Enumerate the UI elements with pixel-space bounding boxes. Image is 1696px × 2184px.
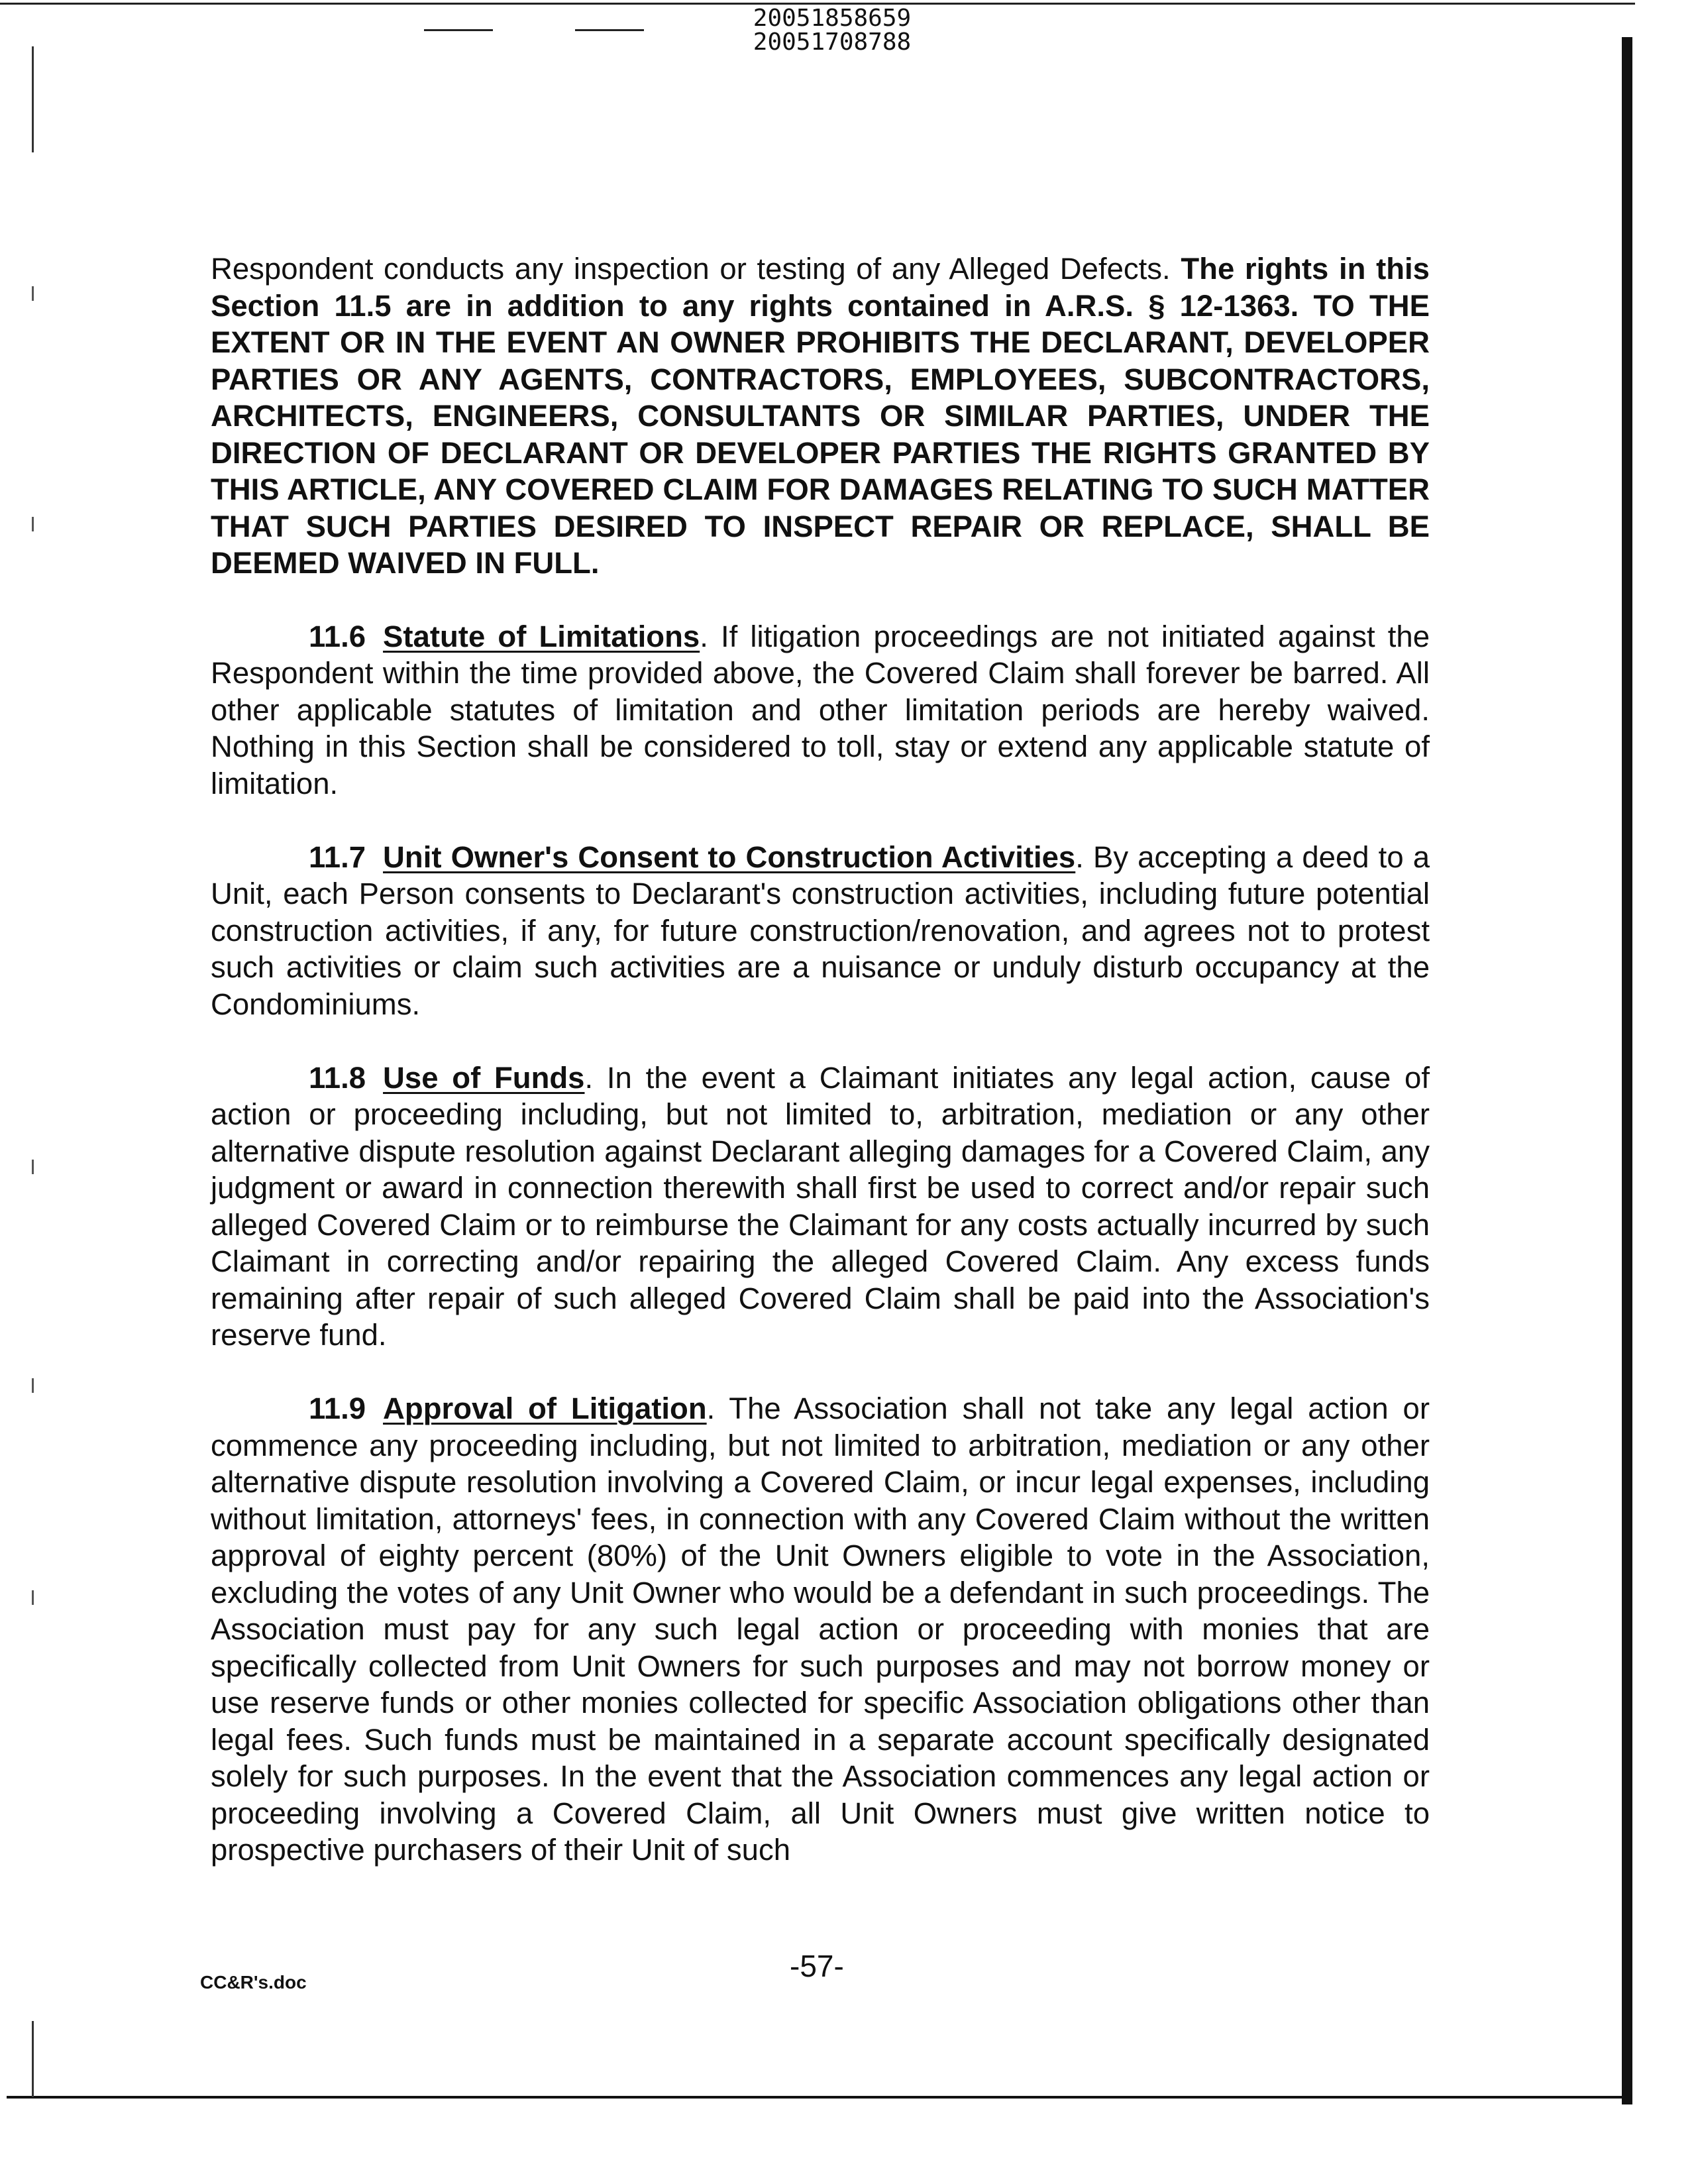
section-number: 11.7 bbox=[309, 840, 366, 874]
section-text: . In the event a Claimant initiates any legal action, cause of action or proceeding including, but not limited to, arbitration, mediation or any other alternative dispute resolution against Declarant alleging damages for a Covered Claim, any judgment or award in connection therewith shall first be used to correct and/or repair such alleged Covered Claim or to reimburse the Claimant for any costs actually incurred by such Claimant in correcting and/or repairing the alleged Covered Claim. Any excess funds remaining after repair of such alleged Covered Claim shall be paid into the Association's reserve fund. bbox=[211, 1060, 1430, 1352]
continued-bold-text: The rights in this Section 11.5 are in addition to any rights contained in A.R.S. § 12-1363. TO THE EXTENT OR IN THE EVENT AN OWNER PROHIBITS THE DECLARANT, DEVELOPER PARTIES OR ANY AGENTS, CONTRACTORS, EMPLOYEES, SUBCONTRACTORS, ARCHITECTS, ENGINEERS, CONSULTANTS OR SIMILAR PARTIES, UNDER THE DIRECTION OF DECLARANT OR DEVELOPER PARTIES THE RIGHTS GRANTED BY THIS ARTICLE, ANY COVERED CLAIM FOR DAMAGES RELATING TO SUCH MATTER THAT SUCH PARTIES DESIRED TO INSPECT REPAIR OR REPLACE, SHALL BE DEEMED WAIVED IN FULL. bbox=[211, 252, 1430, 580]
header-rule-right bbox=[575, 29, 644, 31]
scan-mark bbox=[32, 517, 34, 531]
section-text: . By accepting a deed to a Unit, each Person consents to Declarant's construction activities, including future potential construction activities, if any, for future construction/renovation, and agrees not to protest such activities or claim such activities are a nuisance or unduly disturb occupancy at the Condominiums. bbox=[211, 840, 1430, 1021]
scan-right-edge bbox=[1622, 37, 1632, 2104]
recording-numbers bbox=[713, 7, 951, 54]
scan-mark bbox=[32, 1378, 34, 1393]
section-number: 11.6 bbox=[309, 619, 366, 653]
scan-mark bbox=[32, 1160, 34, 1174]
doc-number-2: 20051708788 bbox=[753, 28, 912, 56]
section-text: . The Association shall not take any legal action or commence any proceeding including, but not limited to arbitration, mediation or any other alternative dispute resolution involving a Covered Claim, or incur legal expenses, including without limitation, attorneys' fees, in connection with any Covered Claim without the written approval of eighty percent (80%) of the Unit Owners eligible to vote in the Association, excluding the votes of any Unit Owner who would be a defendant in such proceedings. The Association must pay for any such legal action or proceeding with monies that are specifically collected from Unit Owners for such purposes and may not borrow money or use reserve funds or other monies collected for specific Association obligations other than legal fees. Such funds must be maintained in a separate account specifically designated solely for such purposes. In the event that the Association commences any legal action or proceeding involving a Covered Claim, all Unit Owners must give written notice to prospective purchasers of their Unit of such bbox=[211, 1392, 1430, 1867]
section-number: 11.8 bbox=[309, 1060, 366, 1095]
section-11-7 bbox=[211, 839, 1430, 1023]
continued-text: Respondent conducts any inspection or testing of any Alleged Defects. bbox=[211, 252, 1171, 286]
header-rule-left bbox=[424, 29, 493, 31]
section-heading: Statute of Limitations bbox=[383, 619, 700, 653]
document-body bbox=[211, 250, 1430, 1905]
scan-mark bbox=[32, 286, 34, 301]
section-heading: Use of Funds bbox=[383, 1060, 585, 1095]
doc-number-1: 20051858659 bbox=[753, 5, 912, 32]
section-11-6 bbox=[211, 618, 1430, 802]
scan-mark bbox=[32, 1590, 34, 1605]
section-text: . If litigation proceedings are not initiated against the Respondent within the time provided above, the Covered Claim shall forever be barred. All other applicable statutes of limitation and other limitation periods are hereby waived. Nothing in this Section shall be considered to toll, stay or extend any applicable statute of limitation. bbox=[211, 619, 1430, 800]
section-heading: Unit Owner's Consent to Construction Activities bbox=[383, 840, 1076, 874]
scan-bottom-edge bbox=[7, 2096, 1628, 2099]
footer-filename: CC&R's.doc bbox=[200, 1972, 307, 1993]
section-heading: Approval of Litigation bbox=[383, 1392, 707, 1425]
scan-left-edge bbox=[32, 46, 34, 152]
scan-left-edge-bottom bbox=[32, 2021, 34, 2097]
page-number: -57- bbox=[790, 1949, 844, 1983]
section-number: 11.9 bbox=[309, 1392, 366, 1425]
section-11-8 bbox=[211, 1060, 1430, 1354]
section-11-9 bbox=[211, 1390, 1430, 1869]
continued-paragraph bbox=[211, 250, 1430, 582]
